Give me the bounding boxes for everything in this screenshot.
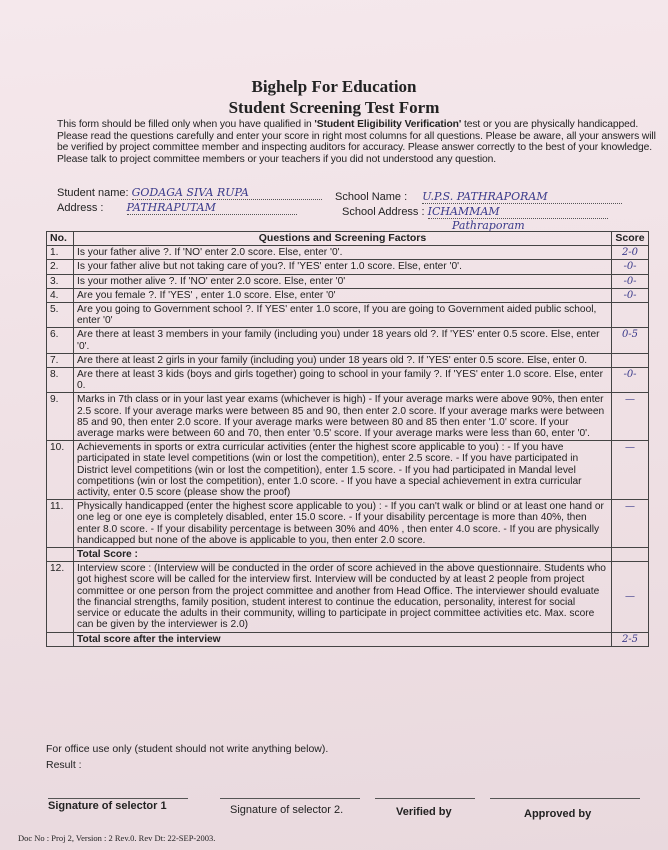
signature-selector-2: Signature of selector 2.	[230, 804, 344, 816]
row-question: Are there at least 2 girls in your family (including you) under 18 years old ?. If 'YES' enter 0.5 score. Else, enter 0.	[74, 353, 612, 367]
row-no: 6.	[47, 328, 74, 353]
intro-text-1: This form should be filled only when you have qualified in	[57, 119, 315, 130]
row-question: Are there at least 3 kids (boys and girls together) going to school in your family ?. If 'YES' enter 1.0 score. Else, enter 0.	[74, 368, 612, 393]
school-address-label: School Address :	[342, 206, 425, 218]
total-after-value[interactable]: 2-5	[612, 632, 649, 646]
sig-line-2	[220, 798, 360, 799]
school-address-line2: Pathraporam	[452, 219, 525, 232]
table-row	[47, 441, 649, 500]
row-question: Is your mother alive ?. If 'NO' enter 2.0 score. Else, enter '0'	[74, 274, 612, 288]
row-question: Are there at least 3 members in your family (including you) under 18 years old ?. If 'YES' enter 0.5 score. Else, enter '0'.	[74, 328, 612, 353]
row-score[interactable]: —	[612, 500, 649, 548]
row-score[interactable]	[612, 353, 649, 367]
table-row	[47, 368, 649, 393]
table-row	[47, 303, 649, 328]
table-row	[47, 393, 649, 441]
row-score[interactable]: -0-	[612, 288, 649, 302]
signature-selector-1: Signature of selector 1	[48, 800, 167, 812]
row-question: Physically handicapped (enter the highest score applicable to you) : - If you can't walk or blind or at least one hand or one leg or one eye is completely disabled, enter 15.0 score. - If your disability percentage is more than 40%, then enter 8.0 score. - If your disability percentage is between 30% and 40% , then enter 4.0 score. - If you are physically handicapped but none of the above is applicable to you, then enter 2.0 score.	[74, 500, 612, 548]
student-name-field[interactable]: GODAGA SIVA RUPA	[132, 186, 322, 200]
address-field[interactable]: PATHRAPUTAM	[127, 201, 297, 215]
col-question-header: Questions and Screening Factors	[74, 232, 612, 246]
sig-line-1	[48, 798, 188, 799]
table-header-row	[47, 232, 649, 246]
row-no: 2.	[47, 260, 74, 274]
row-no: 5.	[47, 303, 74, 328]
row-question: Marks in 7th class or in your last year exams (whichever is high) - If your average marks were above 90%, then enter 2.5 score. If your average marks were between 85 and 90, then enter 2.0 score. If your average marks were between 85 and 90, then enter 2.0 score. If your average marks were between 80 and 85 then enter '1.0' score. If your average marks were between 60 and 70, then enter '0.5' score. If your average marks were less than 60, enter '0'.	[74, 393, 612, 441]
interview-no: 12.	[47, 562, 74, 632]
approved-by: Approved by	[524, 808, 592, 820]
screening-table	[46, 231, 649, 647]
row-score[interactable]: 2-0	[612, 246, 649, 260]
total-score-label: Total Score :	[74, 548, 612, 562]
school-name-field[interactable]: U.P.S. PATHRAPORAM	[422, 190, 622, 204]
row-score[interactable]: -0-	[612, 368, 649, 393]
row-question: Is your father alive but not taking care of you?. If 'YES' enter 1.0 score. Else, enter '0'.	[74, 260, 612, 274]
table-row	[47, 328, 649, 353]
student-name-label: Student name:	[57, 187, 129, 199]
office-use-section	[46, 743, 649, 771]
row-no: 3.	[47, 274, 74, 288]
sig-line-4	[490, 798, 640, 799]
row-no: 8.	[47, 368, 74, 393]
total-after-row	[47, 632, 649, 646]
form-subtitle: Student Screening Test Form	[228, 98, 440, 117]
row-score[interactable]: 0-5	[612, 328, 649, 353]
row-question: Is your father alive ?. If 'NO' enter 2.0 score. Else, enter '0'.	[74, 246, 612, 260]
intro-paragraph	[57, 119, 657, 165]
interview-text: Interview score : (Interview will be conducted in the order of score achieved in the above questionnaire. Students who got highest score will be called for the interview first. Interview will be conducted by at least 2 people from project committee or one person from the project committee and another from Head Office. The interviewer should evaluate the financial strengths, family position, student interest to continue the education, personality, interest for social service or educate the adults in their community, willing to participate in project committee activities etc. Max. score can be given by the interviewer is 2.0)	[74, 562, 612, 632]
result-label: Result :	[46, 759, 82, 771]
sig-line-3	[375, 798, 475, 799]
intro-bold: 'Student Eligibility Verification'	[314, 119, 462, 130]
table-row	[47, 246, 649, 260]
table-row	[47, 288, 649, 302]
interview-row	[47, 562, 649, 632]
row-score[interactable]	[612, 303, 649, 328]
row-score[interactable]: -0-	[612, 260, 649, 274]
table-row	[47, 353, 649, 367]
doc-number: Doc No : Proj 2, Version : 2 Rev.0. Rev Dt: 22-SEP-2003.	[18, 833, 216, 843]
intro-text-2: test or you are physically handicapped. Please read the questions carefully and enter your score in right most columns for all questions. Please be aware, all your answers will be verified by project committee member and inspecting auditors for accuracy. Please answer correctly to the best of your knowledge. Please talk to project committee members or your teachers if you did not understood any question.	[57, 119, 656, 165]
school-address-field[interactable]: ICHAMMAM	[428, 205, 608, 219]
row-question: Are you female ?. If 'YES' , enter 1.0 score. Else, enter '0'	[74, 288, 612, 302]
row-no: 1.	[47, 246, 74, 260]
total-after-label: Total score after the interview	[74, 632, 612, 646]
school-name-label: School Name :	[335, 191, 408, 203]
col-no-header: No.	[47, 232, 74, 246]
office-note: For office use only (student should not write anything below).	[46, 743, 329, 755]
row-no: 7.	[47, 353, 74, 367]
verified-by: Verified by	[396, 806, 452, 818]
form-title: Bighelp For Education	[251, 77, 417, 96]
row-score[interactable]: —	[612, 441, 649, 500]
row-question: Achievements in sports or extra curricular activities (enter the highest score applicable to you) : - If you have participated in state level competitions (win or lost the competition), enter 2.5 score. - If you have participated in District level competitions (win or lost the competition), enter 1.5 score. - If you had participated in Mandal level competitions (win or lost the competition), enter 1.0 score. - If you have a special achievement in extra curricular activity, enter 0.5 score (please show the proof)	[74, 441, 612, 500]
total-score-row	[47, 548, 649, 562]
col-score-header: Score	[612, 232, 649, 246]
row-question: Are you going to Government school ?. If YES' enter 1.0 score, If you are going to Government aided public school, enter '0'	[74, 303, 612, 328]
row-no: 11.	[47, 500, 74, 548]
row-no: 4.	[47, 288, 74, 302]
row-score[interactable]: —	[612, 393, 649, 441]
total-score-value[interactable]	[612, 548, 649, 562]
row-no: 10.	[47, 441, 74, 500]
table-row	[47, 260, 649, 274]
table-row	[47, 500, 649, 548]
interview-score[interactable]: —	[612, 562, 649, 632]
row-score[interactable]: -0-	[612, 274, 649, 288]
table-row	[47, 274, 649, 288]
row-no: 9.	[47, 393, 74, 441]
address-label: Address :	[57, 202, 104, 214]
